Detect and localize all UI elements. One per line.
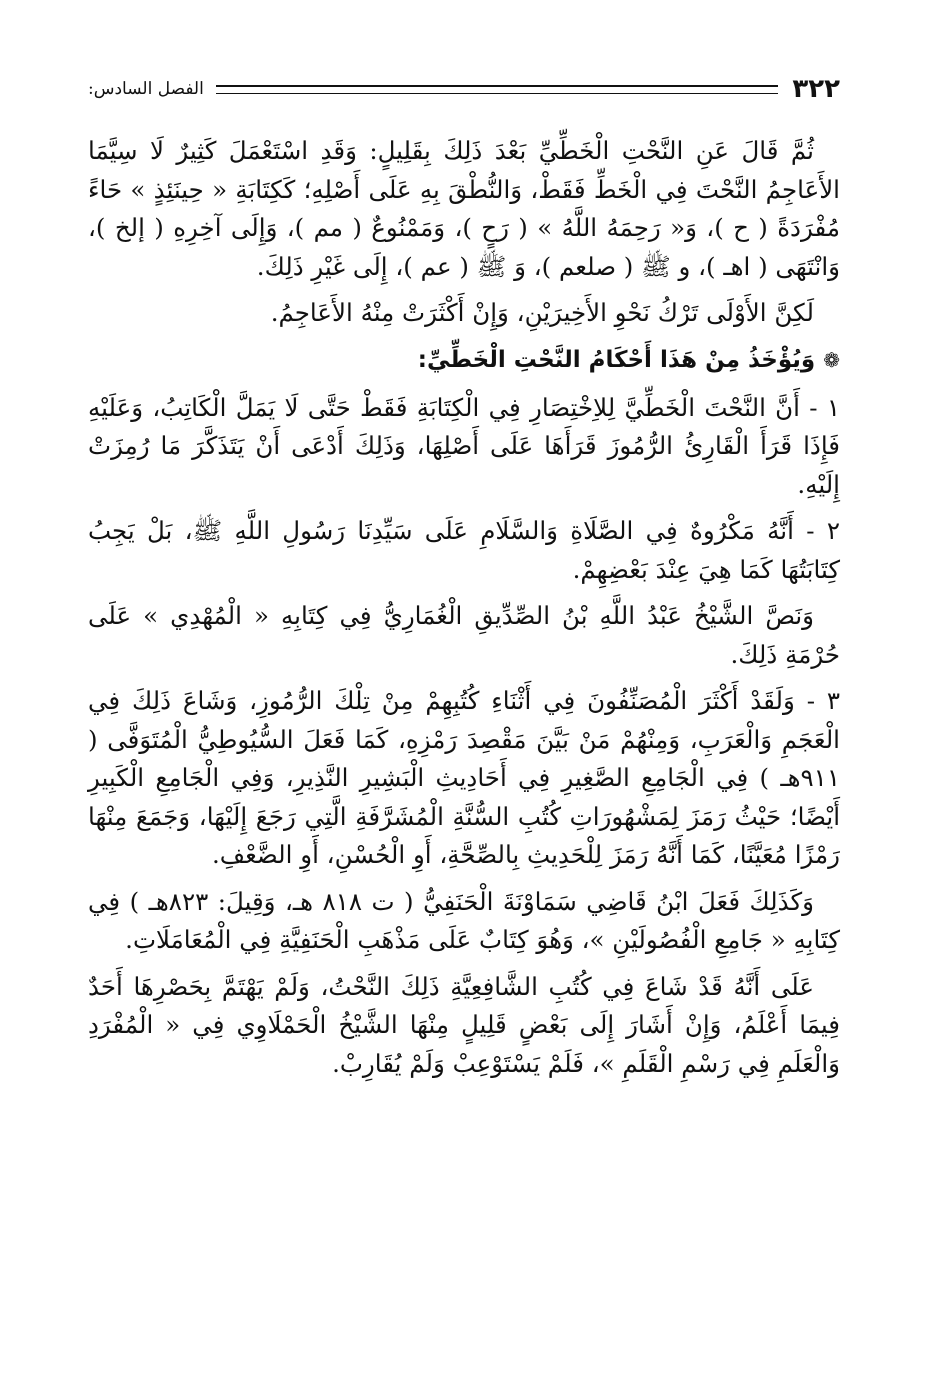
paragraph-note: لَكِنَّ الأَوْلَى تَرْكُ نَحْوِ الأَخِيرَيْنِ، وَإِنْ أَكْثَرَتْ مِنْهُ الأَعَاجِمُ. (270, 298, 814, 327)
paragraph-intro: ثُمَّ قَالَ عَنِ النَّحْتِ الْخَطِّيِّ بَعْدَ ذَلِكَ بِقَلِيلٍ: وَقَدِ اسْتَعْمَلَ كَثِيرٌ لَا سِيَّمَا الأَعَاجِمُ النَّحْتَ فِي الْخَطِّ فَقَطْ، وَالنُّطْقَ بِهِ عَلَى أَصْلِهِ؛ كَكِتَابَةِ « حِينَئِذٍ » حَاءً مُفْرَدَةً ( ح )، وَ« رَحِمَهُ اللَّهُ » ( رَحٍ )، وَمَمْنُوعٌ ( مم )، وَإِلَى آخِرِهِ ( إلخ )، وَانْتَهَى ( اهـ )، و ﷺ ( صلعم )، وَ ﷺ ( عم )، إِلَى غَيْرِ ذَلِكَ. (88, 136, 840, 281)
list-item-1: ١ - أَنَّ النَّحْتَ الْخَطِّيَّ لِلاِخْتِصَارِ فِي الْكِتَابَةِ فَقَطْ حَتَّى لَا يَمَلَّ الْكَاتِبُ، وَعَلَيْهِ فَإِذَا قَرَأَ الْقَارِئُ الرُّمُوزَ قَرَأَهَا عَلَى أَصْلِهَا، وَذَلِكَ أَدْعَى أَنْ يَتَذَكَّرَ مَا رُمِزَتْ إِلَيْهِ. (88, 392, 840, 499)
book-page (88, 72, 840, 1362)
paragraph-ibn-qadi: وَكَذَلِكَ فَعَلَ ابْنُ قَاضِي سَمَاوْنَةَ الْحَنَفِيُّ ( ت ٨١٨ هـ، وَقِيلَ: ٨٢٣هـ ) فِي كِتَابِهِ « جَامِعِ الْفُصُولَيْنِ »، وَهُوَ كِتَابٌ عَلَى مَذْهَبِ الْحَنَفِيَّةِ فِي الْمُعَامَلَاتِ. (88, 886, 840, 954)
flower-ornament-icon: ❁ (823, 347, 840, 372)
section-heading-text: وَيُؤْخَذُ مِنْ هَذَا أَحْكَامُ النَّحْتِ الْخَطِّيِّ: (417, 346, 816, 373)
section-heading (88, 341, 840, 379)
paragraph-shafii: عَلَى أَنَّهُ قَدْ شَاعَ فِي كُتُبِ الشَّافِعِيَّةِ ذَلِكَ النَّحْتُ، وَلَمْ يَهْتَمَّ بِحَصْرِهَا أَحَدٌ فِيمَا أَعْلَمُ، وَإِنْ أَشَارَ إِلَى بَعْضٍ قَلِيلٍ مِنْهَا الشَّيْخُ الْحَمْلَاوِي فِي « الْمُفْرَدِ وَالْعَلَمِ فِي رَسْمِ الْقَلَمِ »، فَلَمْ يَسْتَوْعِبْ وَلَمْ يُقَارِبْ. (88, 971, 840, 1078)
list-item-3: ٣ - وَلَقَدْ أَكْثَرَ الْمُصَنِّفُونَ فِي أَثْنَاءِ كُتُبِهِمْ مِنْ تِلْكَ الرُّمُوزِ، وَشَاعَ ذَلِكَ فِي الْعَجَمِ وَالْعَرَبِ، وَمِنْهُمْ مَنْ بَيَّنَ مَقْصِدَ رَمْزِهِ، كَمَا فَعَلَ السُّيُوطِيُّ الْمُتَوَفَّى ( ٩١١هـ ) فِي الْجَامِعِ الصَّغِيرِ فِي أَحَادِيثِ الْبَشِيرِ النَّذِيرِ، وَفِي الْجَامِعِ الْكَبِيرِ أَيْضًا؛ حَيْثُ رَمَزَ لِمَشْهُورَاتِ كُتُبِ السُّنَّةِ الْمُشَرَّفَةِ الَّتِي رَجَعَ إِلَيْهَا، وَجَمَعَ مِنْهَا رَمْزًا مُعَيَّنًا، كَمَا أَنَّهُ رَمَزَ لِلْحَدِيثِ بِالصِّحَّةِ، أَوِ الْحُسْنِ، أَوِ الضَّعْفِ. (88, 686, 840, 869)
list-item-2: ٢ - أَنَّهُ مَكْرُوهٌ فِي الصَّلَاةِ وَالسَّلَامِ عَلَى سَيِّدِنَا رَسُولِ اللَّهِ ﷺ، بَلْ يَجِبُ كِتَابَتُهَا كَمَا هِيَ عِنْدَ بَعْضِهِمْ. (88, 516, 840, 584)
header-double-rule (216, 85, 779, 94)
page-body (88, 132, 840, 1083)
page-number: ٣٢٢ (792, 74, 840, 104)
page-header (88, 72, 840, 106)
paragraph-ghumari: وَنَصَّ الشَّيْخُ عَبْدُ اللَّهِ بْنُ الصِّدِّيقِ الْغُمَارِيُّ فِي كِتَابِهِ « الْمُهْدِي » عَلَى حُرْمَةِ ذَلِكَ. (88, 601, 840, 669)
chapter-title: الفصل السادس: (88, 79, 204, 99)
